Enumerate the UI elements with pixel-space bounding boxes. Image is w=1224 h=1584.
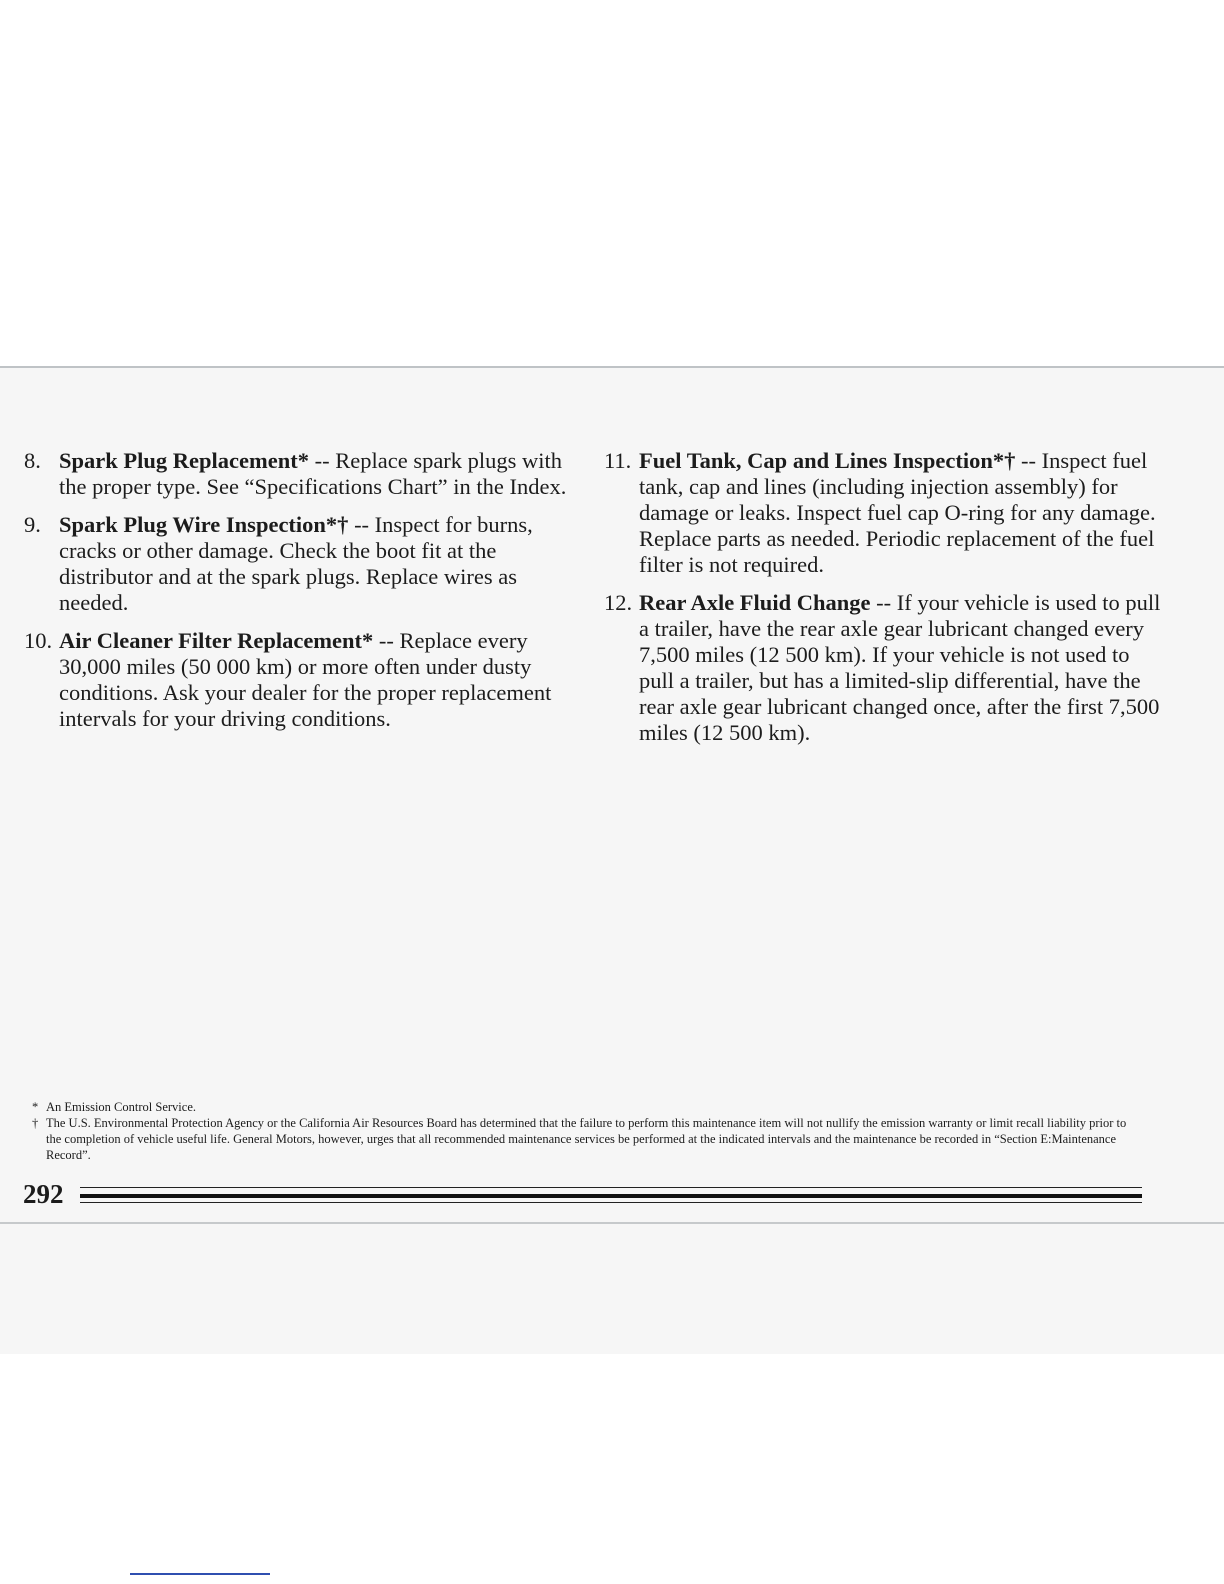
bottom-accent-line bbox=[130, 1573, 270, 1575]
item-number: 12. bbox=[604, 590, 633, 615]
list-item bbox=[24, 448, 579, 500]
footnote bbox=[32, 1115, 1142, 1163]
footnote-text: The U.S. Environmental Protection Agency or the California Air Resources Board has determined that the failure to perform this maintenance item will not nullify the emission warranty or limit recall liability prior to the completion of vehicle useful life. General Motors, however, urges that all recommended maintenance services be performed at the indicated intervals and the maintenance be recorded in “Section E:Maintenance Record”. bbox=[46, 1116, 1127, 1162]
page-number: 292 bbox=[23, 1179, 64, 1209]
footnote-mark: * bbox=[32, 1100, 39, 1114]
item-text: -- Inspect fuel tank, cap and lines (including injection assembly) for damage or leaks. Inspect fuel cap O-ring for any damage. Replace parts as needed. Periodic replacement of the fuel filter is not required. bbox=[639, 448, 1156, 577]
item-body bbox=[59, 448, 579, 500]
item-title: Spark Plug Replacement* bbox=[59, 448, 309, 473]
footer-rule-thick bbox=[80, 1194, 1142, 1198]
item-number: 9. bbox=[24, 512, 41, 537]
footnote-mark: † bbox=[32, 1116, 39, 1130]
item-body bbox=[639, 448, 1164, 578]
list-item bbox=[604, 448, 1164, 578]
item-body bbox=[639, 590, 1164, 746]
item-number: 11. bbox=[604, 448, 632, 473]
item-text: -- If your vehicle is used to pull a trailer, have the rear axle gear lubricant changed every 7,500 miles (12 500 km). If your vehicle is not used to pull a trailer, but has a limited-slip differential, have the rear axle gear lubricant changed once, after the first 7,500 miles (12 500 km). bbox=[639, 590, 1161, 745]
item-text: -- Replace spark plugs with the proper type. See “Specifications Chart” in the Index. bbox=[59, 448, 567, 499]
right-column bbox=[604, 448, 1164, 758]
list-item bbox=[604, 590, 1164, 746]
left-column bbox=[24, 448, 579, 744]
item-title: Rear Axle Fluid Change bbox=[639, 590, 871, 615]
footnotes bbox=[32, 1099, 1142, 1163]
item-title: Air Cleaner Filter Replacement* bbox=[59, 628, 374, 653]
band-top-divider bbox=[0, 366, 1224, 368]
band-bottom-divider bbox=[0, 1222, 1224, 1224]
item-body bbox=[59, 512, 579, 616]
footer-rule-thin-top bbox=[80, 1187, 1142, 1188]
item-title: Spark Plug Wire Inspection*† bbox=[59, 512, 349, 537]
footnote-text: An Emission Control Service. bbox=[46, 1100, 196, 1114]
item-title: Fuel Tank, Cap and Lines Inspection*† bbox=[639, 448, 1016, 473]
footer-rule-thin-bottom bbox=[80, 1202, 1142, 1203]
item-text: -- Inspect for burns, cracks or other damage. Check the boot fit at the distributor and at the spark plugs. Replace wires as needed. bbox=[59, 512, 533, 615]
item-text: -- Replace every 30,000 miles (50 000 km) or more often under dusty conditions. Ask your dealer for the proper replacement intervals for your driving conditions. bbox=[59, 628, 552, 731]
footnote bbox=[32, 1099, 1142, 1115]
item-number: 10. bbox=[24, 628, 53, 653]
list-item bbox=[24, 628, 579, 732]
item-body bbox=[59, 628, 579, 732]
item-number: 8. bbox=[24, 448, 41, 473]
list-item bbox=[24, 512, 579, 616]
